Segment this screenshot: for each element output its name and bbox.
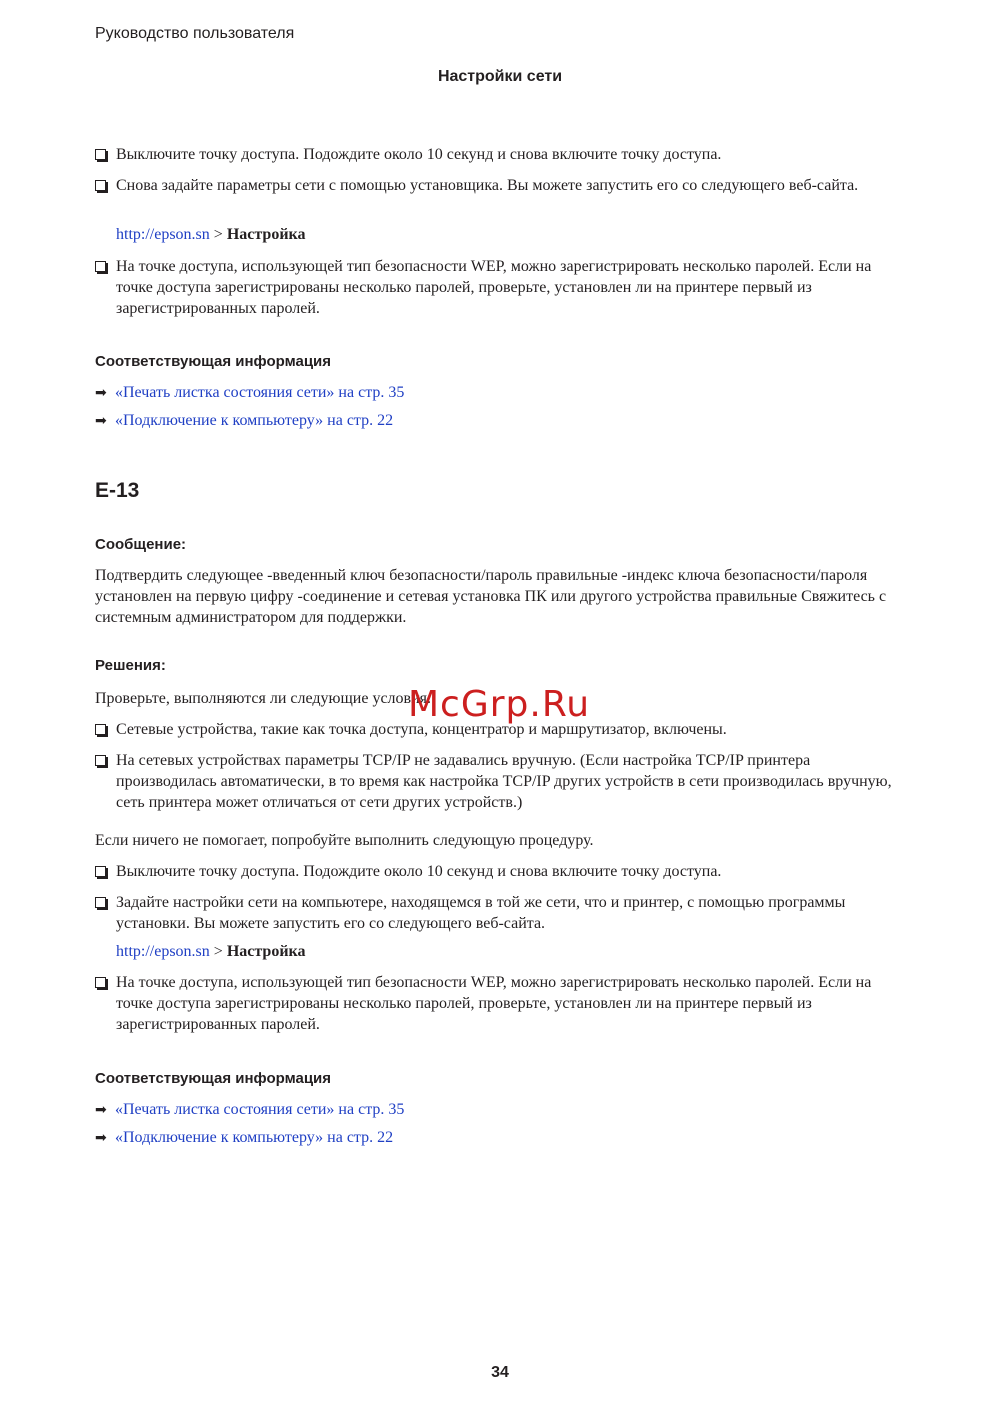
fallback-intro: Если ничего не помогает, попробуйте выполнить следующую процедуру.: [95, 832, 594, 849]
list-item: Выключите точку доступа. Подождите около 10 секунд и снова включите точку доступа.: [95, 861, 910, 882]
epson-link[interactable]: http://epson.sn: [116, 226, 210, 243]
arrow-right-icon: ➡: [95, 385, 107, 401]
related-link[interactable]: ➡ «Подключение к компьютеру» на стр. 22: [95, 1127, 393, 1149]
list-item: Снова задайте параметры сети с помощью установщика. Вы можете запустить его со следующего веб-сайта.: [95, 175, 910, 196]
arrow-right-icon: ➡: [95, 413, 107, 429]
link-target: Настройка: [226, 226, 306, 243]
related-link[interactable]: ➡ «Подключение к компьютеру» на стр. 22: [95, 410, 393, 432]
checkbox-bullet-icon: [95, 897, 106, 908]
link-line: http://epson.sn > Настройка: [116, 226, 306, 243]
checkbox-bullet-icon: [95, 149, 106, 160]
list-item: На точке доступа, использующей тип безопасности WEP, можно зарегистрировать несколько паролей. Если на точке доступа зарегистрированы несколько паролей, проверьте, установлен ли на принтере первый из зарегистрированных паролей.: [95, 256, 910, 319]
checkbox-bullet-icon: [95, 261, 106, 272]
list-item: Задайте настройки сети на компьютере, находящемся в той же сети, что и принтер, с помощью программы установки. Вы можете запустить его со следующего веб-сайта.: [95, 892, 910, 934]
checkbox-bullet-icon: [95, 724, 106, 735]
link-line: http://epson.sn > Настройка: [116, 943, 306, 960]
message-text: Подтвердить следующее -введенный ключ безопасности/пароль правильные -индекс ключа безопасности/пароля установлен на первую цифру -соединение и сетевая установка ПК или другого устройства правильные Свяжитесь с системным администратором для поддержки.: [95, 567, 887, 626]
section-title: Настройки сети: [437, 68, 563, 85]
check-intro: Проверьте, выполняются ли следующие условия.: [95, 690, 432, 707]
epson-link[interactable]: http://epson.sn: [116, 943, 210, 960]
checkbox-bullet-icon: [95, 866, 106, 877]
checkbox-bullet-icon: [95, 180, 106, 191]
list-item: На сетевых устройствах параметры TCP/IP не задавались вручную. (Если настройка TCP/IP принтера производилась автоматически, в то время как настройка TCP/IP других устройств в сети производилась вручную, сеть принтера может отличаться от сети других устройств.): [95, 750, 910, 813]
solutions-title: Решения:: [95, 657, 166, 674]
list-item: Выключите точку доступа. Подождите около 10 секунд и снова включите точку доступа.: [95, 144, 910, 165]
related-info-title: Соответствующая информация: [95, 353, 332, 370]
checkbox-bullet-icon: [95, 755, 106, 766]
related-info-title: Соответствующая информация: [95, 1070, 332, 1087]
document-title: Руководство пользователя: [95, 25, 295, 42]
checkbox-bullet-icon: [95, 977, 106, 988]
link-target: Настройка: [226, 943, 306, 960]
error-code-heading: E-13: [95, 479, 140, 502]
list-item: Сетевые устройства, такие как точка доступа, концентратор и маршрутизатор, включены.: [95, 719, 910, 740]
related-link[interactable]: ➡ «Печать листка состояния сети» на стр. 35: [95, 1099, 404, 1121]
list-item: На точке доступа, использующей тип безопасности WEP, можно зарегистрировать несколько паролей. Если на точке доступа зарегистрированы несколько паролей, проверьте, установлен ли на принтере первый из зарегистрированных паролей.: [95, 972, 910, 1035]
message-title: Сообщение:: [95, 536, 187, 553]
arrow-right-icon: ➡: [95, 1130, 107, 1146]
related-link[interactable]: ➡ «Печать листка состояния сети» на стр. 35: [95, 382, 404, 404]
page-number: 34: [491, 1364, 509, 1381]
arrow-right-icon: ➡: [95, 1102, 107, 1118]
watermark: McGrp.Ru: [408, 684, 591, 725]
